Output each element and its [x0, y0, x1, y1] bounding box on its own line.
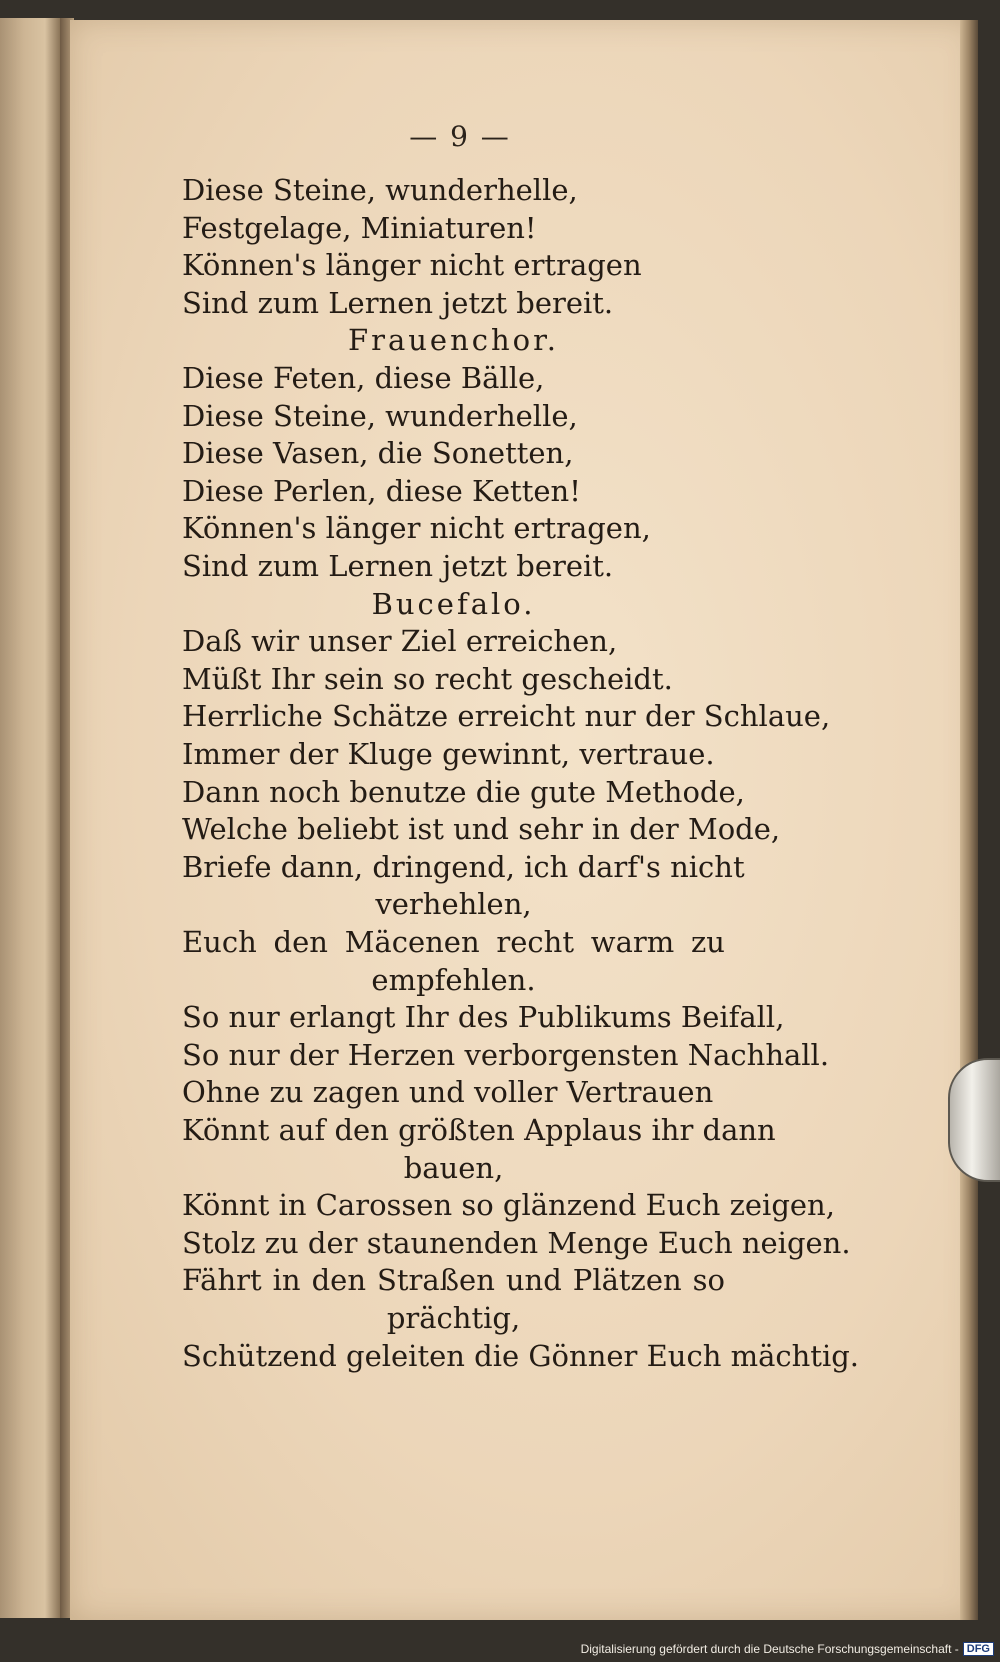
- verse-line: So nur der Herzen verborgensten Nachhall.: [182, 1037, 830, 1072]
- verse-line: bauen,: [403, 1150, 504, 1185]
- verse-line: Könnt in Carossen so glänzend Euch zeigen,: [182, 1188, 835, 1223]
- verse-line: Sind zum Lernen jetzt bereit.: [182, 285, 614, 320]
- verse-line: verhehlen,: [375, 887, 532, 922]
- verse-line: Schützend geleiten die Gönner Euch mächtig.: [182, 1338, 860, 1373]
- verse-line: Euch den Mäcenen recht warm zu: [182, 925, 725, 959]
- verse-line: Briefe dann, dringend, ich darf's nicht: [182, 849, 745, 884]
- verse-line: Diese Steine, wunderhelle,: [182, 398, 578, 433]
- verse-line: Können's länger nicht ertragen,: [182, 511, 651, 546]
- verse-line: So nur erlangt Ihr des Publikums Beifall,: [182, 1000, 785, 1035]
- verse-line: Immer der Kluge gewinnt, vertraue.: [182, 737, 715, 771]
- verse-line: Daß wir unser Ziel erreichen,: [182, 624, 618, 659]
- verse-line: Welche beliebt ist und sehr in der Mode,: [182, 812, 781, 847]
- verse-line: Diese Vasen, die Sonetten,: [182, 436, 574, 471]
- verse-line: Diese Steine, wunderhelle,: [182, 173, 578, 207]
- verse-line: empfehlen.: [371, 962, 536, 997]
- verse-line: Können's länger nicht ertragen: [182, 248, 642, 283]
- verse-line: Diese Feten, diese Bälle,: [182, 361, 545, 395]
- speaker-heading: Frauenchor.: [347, 323, 560, 358]
- verse-line: Müßt Ihr sein so recht gescheidt.: [182, 661, 673, 696]
- verse-line: Diese Perlen, diese Ketten!: [182, 473, 581, 508]
- verse-line: Herrliche Schätze erreicht nur der Schlaue,: [182, 699, 831, 734]
- verse-line: Dann noch benutze die gute Methode,: [182, 774, 745, 809]
- credit-text: Digitalisierung gefördert durch die Deutsche Forschungsgemeinschaft -: [580, 1642, 959, 1656]
- verse-line: Stolz zu der staunenden Menge Euch neigen.: [182, 1225, 851, 1260]
- verse-line: Sind zum Lernen jetzt bereit.: [182, 549, 614, 583]
- verse-line: Ohne zu zagen und voller Vertrauen: [182, 1075, 714, 1110]
- digitization-credit: [581, 1642, 994, 1656]
- verse-line: Fährt in den Straßen und Plätzen so: [182, 1263, 725, 1298]
- verse-line: prächtig,: [386, 1301, 521, 1335]
- dfg-logo: DFG: [963, 1642, 994, 1656]
- verse-line: Festgelage, Miniaturen!: [182, 210, 537, 245]
- verse-line: Könnt auf den größten Applaus ihr dann: [182, 1113, 776, 1147]
- speaker-heading: Bucefalo.: [371, 586, 536, 621]
- page-number: — 9 —: [409, 120, 511, 153]
